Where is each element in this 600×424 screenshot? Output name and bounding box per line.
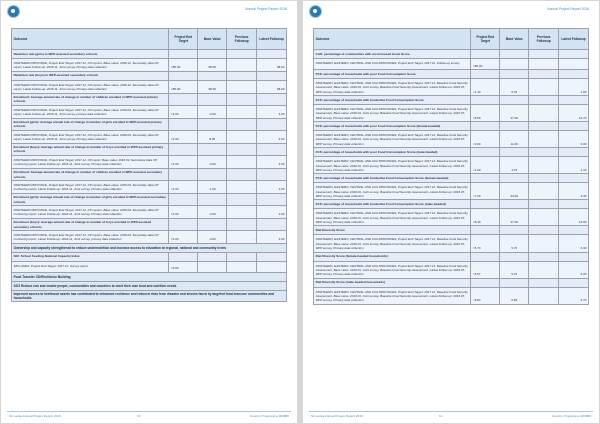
empty-cell bbox=[257, 119, 287, 130]
previous-followup-value: - bbox=[529, 183, 559, 199]
col-header-base: Base Value bbox=[500, 29, 529, 49]
empty-cell bbox=[559, 226, 589, 234]
indicator-row bbox=[12, 194, 287, 206]
empty-cell bbox=[198, 169, 227, 180]
previous-followup-value bbox=[227, 206, 257, 218]
empty-cell bbox=[559, 200, 589, 208]
location-source-cell bbox=[314, 79, 471, 95]
base-value: 8.00 bbox=[198, 131, 227, 143]
header-title: Annual Project Report 2016 bbox=[245, 7, 287, 11]
empty-cell bbox=[471, 200, 500, 208]
base-value: 11.60 bbox=[500, 131, 529, 147]
previous-followup-value bbox=[227, 81, 257, 93]
location-source-cell bbox=[12, 181, 169, 193]
empty-cell bbox=[169, 253, 198, 261]
location-source-cell bbox=[314, 157, 471, 173]
empty-cell bbox=[198, 94, 227, 105]
indicator-title: FCS: percentage of households with borderline Food Consumption Score bbox=[314, 96, 471, 104]
location-source-text: NORTHERN, EASTERN, CENTRAL AND UVA PROVINCES, Project End Target: 2017.12, Follow-up survey bbox=[315, 61, 460, 65]
location-source-text: SRI LANKA, Project End Target: 2017.12, Survey report bbox=[13, 263, 88, 268]
base-value: 98.00 bbox=[198, 81, 227, 93]
empty-cell bbox=[559, 279, 589, 287]
base-value: -3.00 bbox=[198, 156, 227, 168]
empty-cell bbox=[198, 144, 227, 155]
previous-followup-value: - bbox=[529, 79, 559, 95]
location-source-cell bbox=[314, 235, 471, 251]
table-row bbox=[12, 206, 287, 219]
table-row bbox=[12, 131, 287, 144]
empty-cell bbox=[529, 253, 559, 261]
empty-cell bbox=[257, 72, 287, 80]
location-source-text: NORTHERN, EASTERN, CENTRAL AND UVA PROVINCES, Project End Target: 2017.12, Baseline Food Security Assessment, Base value: 2016.01, Joint survey, Baseline Food Security Assessment, Latest Follow-up: 2016.07, WFP survey, Primary data collection bbox=[315, 81, 468, 94]
empty-cell bbox=[559, 70, 589, 78]
right-page bbox=[303, 1, 599, 423]
base-value: 5.70 bbox=[500, 235, 529, 251]
empty-cell bbox=[471, 50, 500, 58]
previous-followup-value: - bbox=[227, 231, 257, 243]
empty-cell bbox=[169, 94, 198, 105]
indicator-row bbox=[12, 169, 287, 181]
empty-cell bbox=[169, 72, 198, 80]
table-row bbox=[314, 157, 589, 174]
empty-cell bbox=[529, 96, 559, 104]
table-row bbox=[314, 105, 589, 122]
latest-followup-value: 98.00 bbox=[257, 59, 287, 71]
location-source-cell bbox=[12, 59, 169, 71]
empty-cell bbox=[500, 253, 529, 261]
col-header-target: Project End Target bbox=[471, 29, 500, 49]
page-footer bbox=[7, 411, 291, 418]
base-value: 33.00 bbox=[500, 183, 529, 199]
indicator-title: Enrolment (girls): Average annual rate of change in number of girls enrolled in WFP-assisted secondary schools bbox=[12, 194, 169, 205]
col-header-target: Project End Target bbox=[169, 29, 198, 49]
indicator-row bbox=[314, 50, 589, 59]
empty-cell bbox=[169, 219, 198, 230]
base-value: -3.00 bbox=[198, 231, 227, 243]
target-value: >5.70 bbox=[471, 235, 500, 251]
base-value: -1.00 bbox=[198, 181, 227, 193]
section-row bbox=[12, 273, 287, 282]
previous-followup-value bbox=[227, 59, 257, 71]
target-value: =1.00 bbox=[169, 156, 198, 168]
empty-cell bbox=[529, 174, 559, 182]
target-value: =85.00 bbox=[169, 81, 198, 93]
indicator-title: FCS: percentage of households with borderline Food Consumption Score (male-headed) bbox=[314, 200, 471, 208]
latest-followup-value: 6.20 bbox=[559, 262, 589, 278]
empty-cell bbox=[227, 219, 257, 230]
footer-programme: Country Programme 200886 bbox=[249, 413, 289, 418]
indicator-title: Enrolment: Average annual rate of change in number of children enrolled in WFP-assisted primary schools bbox=[12, 94, 169, 105]
col-header-previous: Previous Followup bbox=[529, 29, 559, 49]
outcome-table bbox=[313, 28, 589, 305]
empty-cell bbox=[227, 50, 257, 58]
empty-cell bbox=[198, 50, 227, 58]
latest-followup-value: 13.00 bbox=[559, 209, 589, 225]
section-title: Ownership and capacity strengthened to reduce undernutrition and increase access to education at regional, national and community levels bbox=[12, 244, 287, 252]
indicator-row bbox=[314, 96, 589, 105]
previous-followup-value: - bbox=[529, 262, 559, 278]
target-value: >5.67 bbox=[471, 262, 500, 278]
location-source-text: NORTHERN, EASTERN, CENTRAL AND UVA PROVINCES, Project End Target: 2017.12, Baseline Food Security Assessment, Base value: 2016.01, Joint survey, Baseline Food Security Assessment, Latest Follow-up: 2016.07, WFP survey, Primary data collection bbox=[315, 185, 468, 198]
latest-followup-value: 2.00 bbox=[257, 131, 287, 143]
target-value: =1.00 bbox=[169, 181, 198, 193]
empty-cell bbox=[529, 226, 559, 234]
empty-cell bbox=[500, 50, 529, 58]
footer-page-number: 10 bbox=[137, 413, 141, 418]
empty-cell bbox=[471, 96, 500, 104]
indicator-row bbox=[314, 148, 589, 157]
section-title: Food Transfer CD/Resilience Building bbox=[12, 273, 287, 281]
previous-followup-value bbox=[227, 156, 257, 168]
empty-cell bbox=[227, 72, 257, 80]
previous-followup-value: - bbox=[529, 235, 559, 251]
target-value: <7.00 bbox=[471, 183, 500, 199]
table-header-row bbox=[314, 29, 589, 50]
empty-cell bbox=[257, 144, 287, 155]
location-source-text: NORTHERN, EASTERN, CENTRAL AND UVA PROVINCES, Project End Target: 2017.12, Baseline Food Security Assessment, Base value: 2016.01, Joint survey, Baseline Food Security Assessment, Latest Follow-up: 2016.07, WFP survey, Primary data collection bbox=[315, 107, 468, 120]
empty-cell bbox=[198, 72, 227, 80]
target-value: =1.00 bbox=[169, 106, 198, 118]
page-footer bbox=[309, 411, 593, 418]
location-source-cell bbox=[314, 131, 471, 147]
empty-cell bbox=[227, 253, 257, 261]
section-row bbox=[12, 282, 287, 291]
empty-cell bbox=[471, 122, 500, 130]
location-source-text: NORTHERN PROVINCE, Project End Target: 2017.12, CP reports, Base value: 2016.03, Secondary data CP report, Latest Follow-up: 2016.11, Joint survey, primary data collection bbox=[13, 107, 159, 117]
footer-report-title: Sri Lanka Annual Project Report 2016 bbox=[9, 413, 61, 418]
table-row bbox=[12, 59, 287, 72]
location-source-cell bbox=[12, 106, 169, 118]
target-value: <8.50 bbox=[471, 105, 500, 121]
indicator-title: Diet Diversity Score bbox=[314, 226, 471, 234]
empty-cell bbox=[198, 253, 227, 261]
indicator-row bbox=[12, 72, 287, 81]
base-value: 27.00 bbox=[500, 209, 529, 225]
base-value: 5.84 bbox=[500, 288, 529, 304]
latest-followup-value: 3.00 bbox=[257, 156, 287, 168]
location-source-text: NORTHERN, EASTERN, CENTRAL AND UVA PROVINCES, Project End Target: 2017.12, Baseline Food Security Assessment, Base value: 2016.01, Joint survey, Baseline Food Security Assessment, Latest Follow-up: 2016.07, WFP survey, Primary data collection bbox=[315, 133, 468, 146]
empty-cell bbox=[471, 226, 500, 234]
target-value: =80.00 bbox=[471, 59, 500, 69]
location-source-cell bbox=[314, 262, 471, 278]
latest-followup-value: 3.00 bbox=[257, 106, 287, 118]
table-header-row bbox=[12, 29, 287, 50]
empty-cell bbox=[198, 194, 227, 205]
empty-cell bbox=[169, 194, 198, 205]
table-row bbox=[314, 183, 589, 200]
empty-cell bbox=[529, 50, 559, 58]
latest-followup-value bbox=[559, 59, 589, 69]
left-page bbox=[1, 1, 297, 423]
previous-followup-value: - bbox=[529, 209, 559, 225]
empty-cell bbox=[169, 144, 198, 155]
previous-followup-value: - bbox=[529, 105, 559, 121]
latest-followup-value: 1.00 bbox=[257, 231, 287, 243]
target-value: <8.40 bbox=[471, 209, 500, 225]
location-source-cell bbox=[314, 288, 471, 304]
col-header-latest: Latest Followup bbox=[559, 29, 589, 49]
latest-followup-value: 6.30 bbox=[559, 235, 589, 251]
base-value: 98.00 bbox=[198, 59, 227, 71]
previous-followup-value: - bbox=[529, 131, 559, 147]
indicator-title: Diet Diversity Score (female-headed households) bbox=[314, 253, 471, 261]
location-source-cell bbox=[12, 262, 169, 272]
table-row bbox=[314, 262, 589, 279]
latest-followup-value: 3.00 bbox=[559, 131, 589, 147]
target-value: <1.00 bbox=[471, 157, 500, 173]
previous-followup-value: - bbox=[227, 181, 257, 193]
indicator-title: FCS: percentage of households with poor Food Consumption Score bbox=[314, 70, 471, 78]
indicator-title: Enrolment (girls): Average annual rate of change in number of girls enrolled in WFP-assisted primary schools bbox=[12, 119, 169, 130]
empty-cell bbox=[169, 119, 198, 130]
latest-followup-value: 1.00 bbox=[257, 206, 287, 218]
footer-programme: Country Programme 200886 bbox=[551, 413, 591, 418]
empty-cell bbox=[227, 169, 257, 180]
target-value: =1.00 bbox=[169, 206, 198, 218]
empty-cell bbox=[559, 174, 589, 182]
latest-followup-value: 12.70 bbox=[559, 105, 589, 121]
target-value: =1.00 bbox=[169, 231, 198, 243]
empty-cell bbox=[227, 94, 257, 105]
base-value bbox=[500, 59, 529, 69]
indicator-row bbox=[12, 219, 287, 231]
empty-cell bbox=[471, 279, 500, 287]
location-source-cell bbox=[12, 131, 169, 143]
col-header-outcome: Outcome bbox=[314, 29, 471, 49]
location-source-text: NORTHERN, EASTERN, CENTRAL AND UVA PROVINCES, Project End Target: 2017.12, Baseline Food Security Assessment, Base value: 2016.01, Joint survey, Baseline Food Security Assessment, Latest Follow-up: 2016.07, WFP survey, Primary data collection bbox=[315, 237, 468, 251]
location-source-text: NORTHERN PROVINCE, Project End Target: 2017.12, CP reports, Base value: 2016.03, Secondary data CP monitoring report, Latest Follow-up: 2016.11, Joint survey, Primary data collection bbox=[13, 183, 159, 192]
indicator-title: Diet Diversity Score (male-headed households) bbox=[314, 279, 471, 287]
indicator-row bbox=[314, 226, 589, 235]
previous-followup-value: - bbox=[529, 157, 559, 173]
base-value: 27.00 bbox=[500, 105, 529, 121]
empty-cell bbox=[500, 226, 529, 234]
target-value: <1.10 bbox=[471, 79, 500, 95]
location-source-cell bbox=[314, 209, 471, 225]
empty-cell bbox=[257, 50, 287, 58]
outcome-table bbox=[11, 28, 287, 302]
target-value: =1.00 bbox=[169, 131, 198, 143]
empty-cell bbox=[257, 194, 287, 205]
location-source-text: NORTHERN PROVINCE, Project End Target: 2017.12, CP reports, Base value: 2016.12, Secondary data CP report, Latest Follow-up: 2016.11, Joint survey, Primary data collection bbox=[13, 61, 159, 70]
latest-followup-value: 1.10 bbox=[559, 157, 589, 173]
indicator-row bbox=[12, 253, 287, 262]
empty-cell bbox=[500, 96, 529, 104]
location-source-cell bbox=[314, 105, 471, 121]
section-title: SO3 Reduce risk and enable people, communities and countries to meet their own food and nutrition needs bbox=[12, 282, 287, 290]
location-source-text: NORTHERN, EASTERN, CENTRAL AND UVA PROVINCES, Project End Target: 2017.12, Baseline Food Security Assessment, Base value: 2016.01, Joint survey, Baseline Food Security Assessment, Latest Follow-up: 2016.07, WFP survey, Primary data collection bbox=[315, 263, 468, 277]
latest-followup-value: 6.70 bbox=[559, 288, 589, 304]
base-value: 4.70 bbox=[500, 157, 529, 173]
empty-cell bbox=[559, 50, 589, 58]
target-value: =85.00 bbox=[169, 59, 198, 71]
table-row bbox=[314, 288, 589, 305]
table-row bbox=[12, 231, 287, 244]
location-source-text: NORTHERN PROVINCE, Project End Target: 2017.12, CP reports, Base value: 2016.03, Secondary data CP monitoring report, Latest Follow-up: 2016.11, Joint survey, Primary data collection bbox=[13, 208, 159, 217]
indicator-title: Enrolment: Average annual rate of change in number of children enrolled in WFP-assisted secondary schools bbox=[12, 169, 169, 180]
empty-cell bbox=[257, 253, 287, 261]
indicator-row bbox=[314, 122, 589, 131]
latest-followup-value: 98.00 bbox=[257, 81, 287, 93]
empty-cell bbox=[257, 169, 287, 180]
indicator-row bbox=[314, 279, 589, 288]
empty-cell bbox=[471, 253, 500, 261]
location-source-cell bbox=[12, 206, 169, 218]
empty-cell bbox=[500, 70, 529, 78]
base-value bbox=[198, 262, 227, 272]
indicator-row bbox=[314, 70, 589, 79]
latest-followup-value: 1.00 bbox=[257, 181, 287, 193]
section-title: Improved access to livelihood assets has contributed to enhanced resilience and reduced risks from disaster and shocks faced by targeted food-insecure communities and households bbox=[12, 291, 287, 301]
indicator-title: Retention rate (girls) in WFP-assisted secondary schools bbox=[12, 50, 169, 58]
empty-cell bbox=[500, 148, 529, 156]
location-source-text: NORTHERN, EASTERN, CENTRAL AND UVA PROVINCES, Project End Target: 2017.12, Baseline Food Security Assessment, Base value: 2016.01, Joint survey, Baseline Food Security Assessment, Latest Follow-up: 2016.07, WFP survey, Primary data collection bbox=[315, 211, 468, 224]
table-row bbox=[12, 106, 287, 119]
empty-cell bbox=[559, 96, 589, 104]
empty-cell bbox=[529, 148, 559, 156]
empty-cell bbox=[529, 70, 559, 78]
indicator-title: Enrolment (boys): Average annual rate of change in number of boys enrolled in WFP-assisted secondary schools bbox=[12, 219, 169, 230]
empty-cell bbox=[227, 119, 257, 130]
indicator-row bbox=[314, 174, 589, 183]
indicator-title: Retention rate (boys) in WFP-assisted secondary schools bbox=[12, 72, 169, 80]
location-source-cell bbox=[12, 231, 169, 243]
empty-cell bbox=[500, 122, 529, 130]
base-value: -3.00 bbox=[198, 106, 227, 118]
base-value: -4.00 bbox=[198, 206, 227, 218]
location-source-text: NORTHERN PROVINCE, Project End Target: 2017.12, CP reports, Base value: 2016.03, Secondary data CP report, Latest Follow-up: 2016.11, Joint survey, Primary data collection bbox=[13, 132, 159, 142]
location-source-text: NORTHERN PROVINCE, Project End Target: 2017.12, CP report, Base value: 2016.03, Secondary data CP monitoring report, Latest Follow-up: 2016.11, Joint survey, Primary data collection bbox=[13, 157, 157, 167]
col-header-previous: Previous Followup bbox=[227, 29, 257, 49]
table-row bbox=[314, 131, 589, 148]
empty-cell bbox=[471, 148, 500, 156]
empty-cell bbox=[500, 200, 529, 208]
indicator-row bbox=[12, 119, 287, 131]
base-value: 5.47 bbox=[500, 262, 529, 278]
indicator-title: FCS: percentage of households with poor Food Consumption Score (female-headed) bbox=[314, 122, 471, 130]
indicator-row bbox=[12, 94, 287, 106]
empty-cell bbox=[529, 122, 559, 130]
indicator-row bbox=[12, 144, 287, 156]
indicator-row bbox=[314, 200, 589, 209]
col-header-outcome: Outcome bbox=[12, 29, 169, 49]
indicator-title: FCS: percentage of households with borderline Food Consumption Score (female-headed) bbox=[314, 174, 471, 182]
wfp-logo-icon bbox=[309, 5, 322, 18]
table-row bbox=[12, 181, 287, 194]
location-source-text: NORTHERN, EASTERN, CENTRAL AND UVA PROVINCES, Project End Target: 2017.12, Baseline Food Security Assessment, Base value: 2016.01, Joint survey, Baseline Food Security Assessment, Latest Follow-up: 2016.07, WFP survey, Primary data collection bbox=[315, 159, 468, 172]
previous-followup-value bbox=[227, 262, 257, 272]
table-row bbox=[314, 235, 589, 252]
empty-cell bbox=[169, 169, 198, 180]
empty-cell bbox=[559, 148, 589, 156]
empty-cell bbox=[169, 50, 198, 58]
empty-cell bbox=[198, 219, 227, 230]
location-source-cell bbox=[12, 156, 169, 168]
latest-followup-value: 1.60 bbox=[559, 79, 589, 95]
table-row bbox=[12, 156, 287, 169]
target-value: =3.00 bbox=[169, 262, 198, 272]
empty-cell bbox=[559, 253, 589, 261]
previous-followup-value bbox=[529, 59, 559, 69]
location-source-text: NORTHERN PROVINCE, Project End Target: 2017.12, CP reports, Base value: 2016.03, Secondary data CP monitoring report, Latest Follow-up: 2016.11, Joint survey, primary data collection bbox=[13, 233, 159, 242]
empty-cell bbox=[257, 94, 287, 105]
empty-cell bbox=[227, 194, 257, 205]
target-value: >5.84 bbox=[471, 288, 500, 304]
empty-cell bbox=[471, 174, 500, 182]
previous-followup-value bbox=[227, 131, 257, 143]
previous-followup-value: - bbox=[227, 106, 257, 118]
empty-cell bbox=[529, 200, 559, 208]
base-value: 5.70 bbox=[500, 79, 529, 95]
empty-cell bbox=[257, 219, 287, 230]
indicator-title: CAS: percentage of communities with an increased Asset Score bbox=[314, 50, 471, 58]
footer-page-number: 11 bbox=[439, 413, 443, 418]
latest-followup-value: 9.40 bbox=[559, 183, 589, 199]
empty-cell bbox=[529, 279, 559, 287]
empty-cell bbox=[500, 279, 529, 287]
indicator-row bbox=[12, 50, 287, 59]
location-source-cell bbox=[12, 81, 169, 93]
indicator-title: Enrolment (boys): Average annual rate of change in number of boys enrolled in WFP-assisted primary schools bbox=[12, 144, 169, 155]
table-row bbox=[12, 81, 287, 94]
table-row bbox=[314, 209, 589, 226]
indicator-title: NCI: School Feeding National Capacity Index bbox=[12, 253, 169, 261]
empty-cell bbox=[559, 122, 589, 130]
indicator-title: FCS: percentage of households with poor Food Consumption Score (male-headed) bbox=[314, 148, 471, 156]
footer-report-title: Sri Lanka Annual Project Report 2016 bbox=[311, 413, 363, 418]
empty-cell bbox=[198, 119, 227, 130]
section-row bbox=[12, 244, 287, 253]
target-value: <2.60 bbox=[471, 131, 500, 147]
col-header-base: Base Value bbox=[198, 29, 227, 49]
table-row bbox=[314, 59, 589, 70]
location-source-text: NORTHERN, EASTERN, CENTRAL AND UVA PROVINCES, Project End Target: 2017.12, Baseline Food Security Assessment, Base value: 2016.01, Joint survey, Baseline Food Security Assessment, Latest Follow-up: 2016.07, WFP survey, Primary data collection bbox=[315, 289, 468, 303]
location-source-cell bbox=[314, 59, 471, 69]
section-row bbox=[12, 291, 287, 302]
table-row bbox=[12, 262, 287, 273]
empty-cell bbox=[227, 144, 257, 155]
table-row bbox=[314, 79, 589, 96]
col-header-latest: Latest Followup bbox=[257, 29, 287, 49]
location-source-cell bbox=[314, 183, 471, 199]
previous-followup-value: - bbox=[529, 288, 559, 304]
empty-cell bbox=[500, 174, 529, 182]
latest-followup-value bbox=[257, 262, 287, 272]
indicator-row bbox=[314, 253, 589, 262]
location-source-text: NORTHERN PROVINCE, Project End Target: 2017.12, CP reports, Base value: 2016.12, Secondary data CP report, Latest Follow-up: 2016.11, Joint survey, Primary data collection bbox=[13, 82, 159, 92]
empty-cell bbox=[471, 70, 500, 78]
header-title: Annual Project Report 2016 bbox=[547, 7, 589, 11]
wfp-logo-icon bbox=[7, 5, 20, 18]
